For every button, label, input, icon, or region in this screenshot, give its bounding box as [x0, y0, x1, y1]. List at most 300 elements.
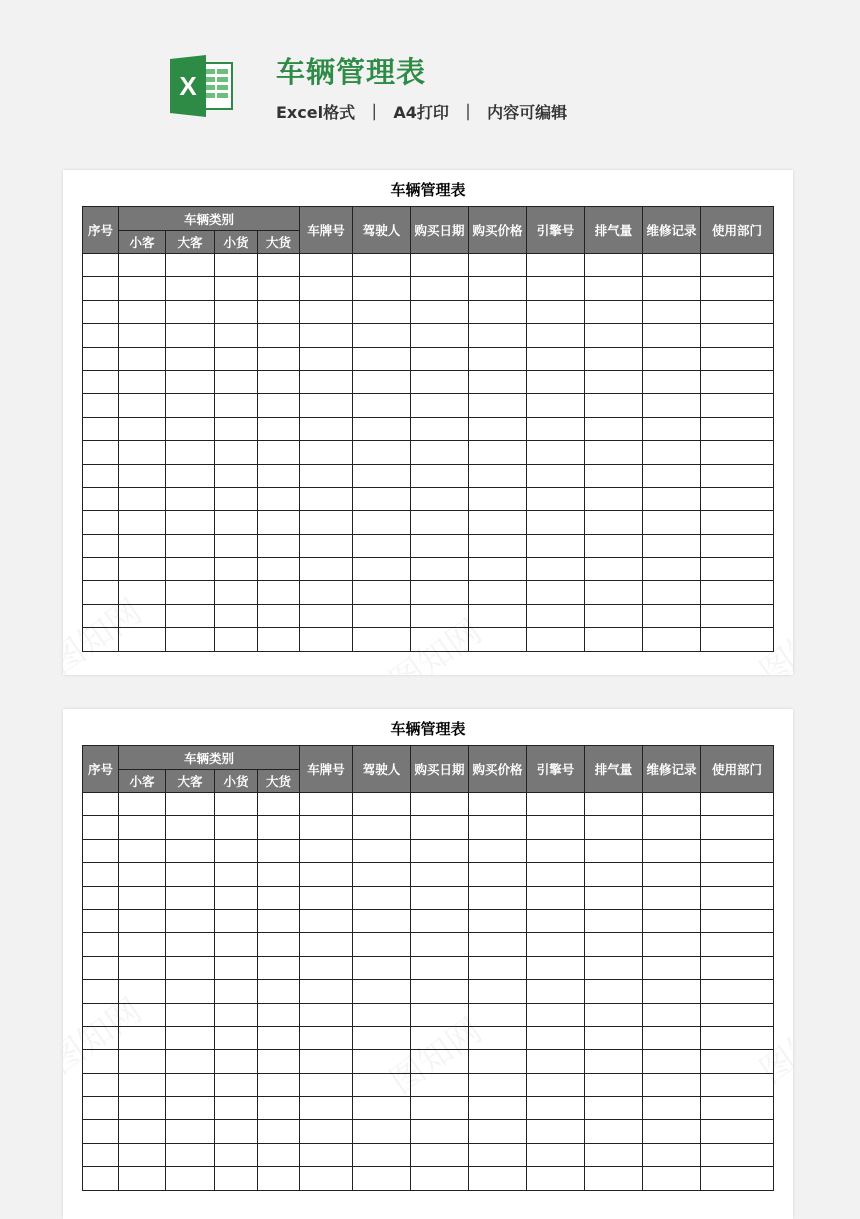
table-cell[interactable] — [527, 933, 585, 956]
table-cell[interactable] — [643, 534, 701, 557]
table-cell[interactable] — [258, 1143, 300, 1166]
table-cell[interactable] — [469, 909, 527, 932]
table-cell[interactable] — [215, 511, 258, 534]
table-cell[interactable] — [353, 1050, 411, 1073]
table-cell[interactable] — [643, 980, 701, 1003]
table-cell[interactable] — [119, 1120, 166, 1143]
table-cell[interactable] — [119, 441, 166, 464]
table-cell[interactable] — [411, 417, 469, 440]
table-cell[interactable] — [469, 1097, 527, 1120]
table-cell[interactable] — [527, 464, 585, 487]
table-cell[interactable] — [469, 581, 527, 604]
table-cell[interactable] — [585, 1143, 643, 1166]
table-cell[interactable] — [300, 417, 353, 440]
table-cell[interactable] — [300, 1167, 353, 1190]
table-cell[interactable] — [119, 534, 166, 557]
table-cell[interactable] — [701, 394, 774, 417]
table-cell[interactable] — [527, 1026, 585, 1049]
table-cell[interactable] — [585, 628, 643, 651]
table-cell[interactable] — [701, 534, 774, 557]
table-cell[interactable] — [411, 1050, 469, 1073]
table-cell[interactable] — [83, 933, 119, 956]
table-cell[interactable] — [585, 511, 643, 534]
table-cell[interactable] — [119, 558, 166, 581]
table-cell[interactable] — [469, 839, 527, 862]
table-cell[interactable] — [215, 980, 258, 1003]
table-cell[interactable] — [701, 1167, 774, 1190]
table-cell[interactable] — [215, 839, 258, 862]
table-cell[interactable] — [527, 441, 585, 464]
table-cell[interactable] — [83, 254, 119, 277]
table-cell[interactable] — [585, 980, 643, 1003]
table-cell[interactable] — [166, 277, 215, 300]
table-cell[interactable] — [258, 1026, 300, 1049]
table-cell[interactable] — [119, 1026, 166, 1049]
table-cell[interactable] — [411, 441, 469, 464]
table-cell[interactable] — [258, 1003, 300, 1026]
table-cell[interactable] — [353, 511, 411, 534]
table-cell[interactable] — [701, 417, 774, 440]
table-cell[interactable] — [258, 370, 300, 393]
table-cell[interactable] — [643, 1143, 701, 1166]
table-cell[interactable] — [83, 1026, 119, 1049]
table-cell[interactable] — [411, 511, 469, 534]
table-cell[interactable] — [166, 1050, 215, 1073]
table-cell[interactable] — [527, 1120, 585, 1143]
table-cell[interactable] — [585, 956, 643, 979]
table-cell[interactable] — [411, 464, 469, 487]
table-cell[interactable] — [643, 1167, 701, 1190]
table-cell[interactable] — [119, 347, 166, 370]
table-cell[interactable] — [353, 347, 411, 370]
table-cell[interactable] — [411, 347, 469, 370]
table-cell[interactable] — [166, 487, 215, 510]
table-cell[interactable] — [643, 1097, 701, 1120]
table-cell[interactable] — [353, 980, 411, 1003]
table-cell[interactable] — [411, 1167, 469, 1190]
table-cell[interactable] — [643, 511, 701, 534]
table-cell[interactable] — [701, 793, 774, 816]
table-cell[interactable] — [527, 886, 585, 909]
table-cell[interactable] — [215, 604, 258, 627]
table-cell[interactable] — [119, 886, 166, 909]
table-cell[interactable] — [411, 886, 469, 909]
table-cell[interactable] — [166, 370, 215, 393]
table-cell[interactable] — [353, 604, 411, 627]
table-cell[interactable] — [83, 441, 119, 464]
table-cell[interactable] — [643, 464, 701, 487]
table-cell[interactable] — [258, 604, 300, 627]
table-cell[interactable] — [469, 277, 527, 300]
table-cell[interactable] — [215, 277, 258, 300]
table-cell[interactable] — [585, 1003, 643, 1026]
table-cell[interactable] — [83, 347, 119, 370]
table-cell[interactable] — [300, 1073, 353, 1096]
table-cell[interactable] — [83, 370, 119, 393]
table-cell[interactable] — [643, 394, 701, 417]
table-cell[interactable] — [527, 980, 585, 1003]
table-cell[interactable] — [215, 558, 258, 581]
table-cell[interactable] — [300, 1003, 353, 1026]
table-cell[interactable] — [469, 1073, 527, 1096]
table-cell[interactable] — [643, 909, 701, 932]
table-cell[interactable] — [353, 370, 411, 393]
table-cell[interactable] — [258, 254, 300, 277]
table-cell[interactable] — [166, 604, 215, 627]
table-cell[interactable] — [643, 441, 701, 464]
table-cell[interactable] — [585, 816, 643, 839]
table-cell[interactable] — [643, 863, 701, 886]
table-cell[interactable] — [353, 324, 411, 347]
table-cell[interactable] — [166, 933, 215, 956]
table-cell[interactable] — [643, 1026, 701, 1049]
table-cell[interactable] — [411, 628, 469, 651]
table-cell[interactable] — [353, 487, 411, 510]
table-cell[interactable] — [469, 1167, 527, 1190]
table-cell[interactable] — [585, 886, 643, 909]
table-cell[interactable] — [215, 1120, 258, 1143]
table-cell[interactable] — [411, 839, 469, 862]
table-cell[interactable] — [300, 487, 353, 510]
table-cell[interactable] — [215, 347, 258, 370]
table-cell[interactable] — [83, 394, 119, 417]
table-cell[interactable] — [643, 816, 701, 839]
table-cell[interactable] — [353, 558, 411, 581]
table-cell[interactable] — [527, 254, 585, 277]
table-cell[interactable] — [701, 277, 774, 300]
table-cell[interactable] — [411, 300, 469, 323]
table-cell[interactable] — [300, 863, 353, 886]
table-cell[interactable] — [300, 1143, 353, 1166]
table-cell[interactable] — [215, 324, 258, 347]
table-cell[interactable] — [83, 956, 119, 979]
table-cell[interactable] — [215, 394, 258, 417]
table-cell[interactable] — [119, 277, 166, 300]
table-cell[interactable] — [527, 1003, 585, 1026]
table-cell[interactable] — [701, 511, 774, 534]
table-cell[interactable] — [215, 464, 258, 487]
table-cell[interactable] — [215, 816, 258, 839]
table-cell[interactable] — [119, 604, 166, 627]
table-cell[interactable] — [643, 793, 701, 816]
table-cell[interactable] — [300, 839, 353, 862]
table-cell[interactable] — [83, 628, 119, 651]
table-cell[interactable] — [83, 1073, 119, 1096]
table-cell[interactable] — [469, 347, 527, 370]
table-cell[interactable] — [585, 793, 643, 816]
table-cell[interactable] — [119, 933, 166, 956]
table-cell[interactable] — [215, 628, 258, 651]
table-cell[interactable] — [585, 324, 643, 347]
table-cell[interactable] — [643, 300, 701, 323]
table-cell[interactable] — [166, 956, 215, 979]
table-cell[interactable] — [83, 909, 119, 932]
table-cell[interactable] — [353, 909, 411, 932]
table-cell[interactable] — [527, 1050, 585, 1073]
table-cell[interactable] — [585, 1097, 643, 1120]
table-cell[interactable] — [701, 558, 774, 581]
table-cell[interactable] — [300, 1120, 353, 1143]
table-cell[interactable] — [353, 464, 411, 487]
table-cell[interactable] — [215, 417, 258, 440]
table-cell[interactable] — [527, 324, 585, 347]
table-cell[interactable] — [300, 277, 353, 300]
table-cell[interactable] — [527, 417, 585, 440]
table-cell[interactable] — [643, 1003, 701, 1026]
table-cell[interactable] — [701, 370, 774, 393]
table-cell[interactable] — [83, 534, 119, 557]
table-cell[interactable] — [258, 487, 300, 510]
table-cell[interactable] — [166, 300, 215, 323]
table-cell[interactable] — [83, 300, 119, 323]
table-cell[interactable] — [469, 370, 527, 393]
table-cell[interactable] — [527, 370, 585, 393]
table-cell[interactable] — [469, 980, 527, 1003]
table-cell[interactable] — [166, 816, 215, 839]
table-cell[interactable] — [300, 558, 353, 581]
table-cell[interactable] — [166, 534, 215, 557]
table-cell[interactable] — [83, 1050, 119, 1073]
table-cell[interactable] — [643, 839, 701, 862]
table-cell[interactable] — [300, 628, 353, 651]
table-cell[interactable] — [300, 886, 353, 909]
table-cell[interactable] — [701, 324, 774, 347]
table-cell[interactable] — [411, 956, 469, 979]
table-cell[interactable] — [119, 793, 166, 816]
table-cell[interactable] — [585, 1050, 643, 1073]
table-cell[interactable] — [119, 863, 166, 886]
table-cell[interactable] — [215, 1003, 258, 1026]
table-cell[interactable] — [83, 417, 119, 440]
table-cell[interactable] — [469, 1120, 527, 1143]
table-cell[interactable] — [258, 909, 300, 932]
table-cell[interactable] — [585, 1167, 643, 1190]
table-cell[interactable] — [411, 604, 469, 627]
table-cell[interactable] — [527, 1097, 585, 1120]
table-cell[interactable] — [300, 254, 353, 277]
table-cell[interactable] — [411, 370, 469, 393]
table-cell[interactable] — [585, 441, 643, 464]
table-cell[interactable] — [643, 604, 701, 627]
table-cell[interactable] — [83, 558, 119, 581]
table-cell[interactable] — [469, 863, 527, 886]
table-cell[interactable] — [411, 581, 469, 604]
table-cell[interactable] — [585, 933, 643, 956]
table-cell[interactable] — [119, 581, 166, 604]
table-cell[interactable] — [166, 1167, 215, 1190]
table-cell[interactable] — [469, 933, 527, 956]
table-cell[interactable] — [411, 1003, 469, 1026]
table-cell[interactable] — [258, 277, 300, 300]
table-cell[interactable] — [411, 909, 469, 932]
table-cell[interactable] — [166, 1026, 215, 1049]
table-cell[interactable] — [353, 300, 411, 323]
table-cell[interactable] — [119, 1003, 166, 1026]
table-cell[interactable] — [258, 933, 300, 956]
table-cell[interactable] — [119, 254, 166, 277]
table-cell[interactable] — [585, 370, 643, 393]
table-cell[interactable] — [119, 487, 166, 510]
table-cell[interactable] — [83, 980, 119, 1003]
table-cell[interactable] — [166, 441, 215, 464]
table-cell[interactable] — [411, 1143, 469, 1166]
table-cell[interactable] — [527, 277, 585, 300]
table-cell[interactable] — [527, 909, 585, 932]
table-cell[interactable] — [258, 324, 300, 347]
table-cell[interactable] — [83, 1143, 119, 1166]
table-cell[interactable] — [166, 863, 215, 886]
table-cell[interactable] — [585, 417, 643, 440]
table-cell[interactable] — [469, 441, 527, 464]
table-cell[interactable] — [585, 1026, 643, 1049]
table-cell[interactable] — [411, 980, 469, 1003]
table-cell[interactable] — [353, 863, 411, 886]
table-cell[interactable] — [300, 980, 353, 1003]
table-cell[interactable] — [215, 487, 258, 510]
table-cell[interactable] — [83, 511, 119, 534]
table-cell[interactable] — [300, 581, 353, 604]
table-cell[interactable] — [527, 347, 585, 370]
table-cell[interactable] — [215, 534, 258, 557]
table-cell[interactable] — [119, 394, 166, 417]
table-cell[interactable] — [166, 980, 215, 1003]
table-cell[interactable] — [258, 417, 300, 440]
table-cell[interactable] — [258, 1097, 300, 1120]
table-cell[interactable] — [300, 464, 353, 487]
table-cell[interactable] — [83, 277, 119, 300]
table-cell[interactable] — [258, 581, 300, 604]
table-cell[interactable] — [585, 581, 643, 604]
table-cell[interactable] — [527, 534, 585, 557]
table-cell[interactable] — [643, 417, 701, 440]
table-cell[interactable] — [215, 1073, 258, 1096]
table-cell[interactable] — [353, 793, 411, 816]
table-cell[interactable] — [585, 394, 643, 417]
table-cell[interactable] — [701, 886, 774, 909]
table-cell[interactable] — [119, 628, 166, 651]
table-cell[interactable] — [411, 1073, 469, 1096]
table-cell[interactable] — [585, 487, 643, 510]
table-cell[interactable] — [119, 464, 166, 487]
table-cell[interactable] — [353, 394, 411, 417]
table-cell[interactable] — [643, 277, 701, 300]
table-cell[interactable] — [215, 956, 258, 979]
table-cell[interactable] — [258, 863, 300, 886]
table-cell[interactable] — [215, 441, 258, 464]
table-cell[interactable] — [585, 464, 643, 487]
table-cell[interactable] — [643, 886, 701, 909]
table-cell[interactable] — [215, 933, 258, 956]
table-cell[interactable] — [258, 394, 300, 417]
table-cell[interactable] — [119, 417, 166, 440]
table-cell[interactable] — [527, 604, 585, 627]
table-cell[interactable] — [469, 464, 527, 487]
table-cell[interactable] — [300, 370, 353, 393]
table-cell[interactable] — [83, 1097, 119, 1120]
table-cell[interactable] — [469, 534, 527, 557]
table-cell[interactable] — [701, 1026, 774, 1049]
table-cell[interactable] — [353, 534, 411, 557]
table-cell[interactable] — [166, 839, 215, 862]
table-cell[interactable] — [166, 886, 215, 909]
table-cell[interactable] — [119, 511, 166, 534]
table-cell[interactable] — [411, 534, 469, 557]
table-cell[interactable] — [469, 628, 527, 651]
table-cell[interactable] — [469, 886, 527, 909]
table-cell[interactable] — [469, 1143, 527, 1166]
table-cell[interactable] — [411, 254, 469, 277]
table-cell[interactable] — [469, 604, 527, 627]
table-cell[interactable] — [166, 347, 215, 370]
table-cell[interactable] — [258, 347, 300, 370]
table-cell[interactable] — [585, 300, 643, 323]
table-cell[interactable] — [300, 604, 353, 627]
table-cell[interactable] — [353, 1120, 411, 1143]
table-cell[interactable] — [411, 1026, 469, 1049]
table-cell[interactable] — [701, 1050, 774, 1073]
table-cell[interactable] — [353, 956, 411, 979]
table-cell[interactable] — [701, 254, 774, 277]
table-cell[interactable] — [527, 628, 585, 651]
table-cell[interactable] — [585, 863, 643, 886]
table-cell[interactable] — [353, 816, 411, 839]
table-cell[interactable] — [83, 863, 119, 886]
table-cell[interactable] — [701, 1097, 774, 1120]
table-cell[interactable] — [411, 1120, 469, 1143]
table-cell[interactable] — [215, 1143, 258, 1166]
table-cell[interactable] — [469, 793, 527, 816]
table-cell[interactable] — [469, 394, 527, 417]
table-cell[interactable] — [258, 628, 300, 651]
table-cell[interactable] — [300, 300, 353, 323]
table-cell[interactable] — [643, 933, 701, 956]
table-cell[interactable] — [701, 980, 774, 1003]
table-cell[interactable] — [119, 909, 166, 932]
table-cell[interactable] — [411, 558, 469, 581]
table-cell[interactable] — [353, 628, 411, 651]
table-cell[interactable] — [166, 254, 215, 277]
table-cell[interactable] — [353, 933, 411, 956]
table-cell[interactable] — [258, 793, 300, 816]
table-cell[interactable] — [215, 1167, 258, 1190]
table-cell[interactable] — [411, 394, 469, 417]
table-cell[interactable] — [83, 886, 119, 909]
table-cell[interactable] — [353, 886, 411, 909]
table-cell[interactable] — [300, 441, 353, 464]
table-cell[interactable] — [411, 324, 469, 347]
table-cell[interactable] — [353, 1097, 411, 1120]
table-cell[interactable] — [258, 956, 300, 979]
table-cell[interactable] — [300, 1050, 353, 1073]
table-cell[interactable] — [527, 511, 585, 534]
table-cell[interactable] — [469, 558, 527, 581]
table-cell[interactable] — [166, 1143, 215, 1166]
table-cell[interactable] — [215, 370, 258, 393]
table-cell[interactable] — [258, 464, 300, 487]
table-cell[interactable] — [83, 487, 119, 510]
table-cell[interactable] — [701, 1003, 774, 1026]
table-cell[interactable] — [411, 863, 469, 886]
table-cell[interactable] — [643, 1120, 701, 1143]
table-cell[interactable] — [411, 816, 469, 839]
table-cell[interactable] — [411, 933, 469, 956]
table-cell[interactable] — [701, 956, 774, 979]
table-cell[interactable] — [119, 839, 166, 862]
table-cell[interactable] — [119, 980, 166, 1003]
table-cell[interactable] — [353, 839, 411, 862]
table-cell[interactable] — [701, 1073, 774, 1096]
table-cell[interactable] — [215, 1050, 258, 1073]
